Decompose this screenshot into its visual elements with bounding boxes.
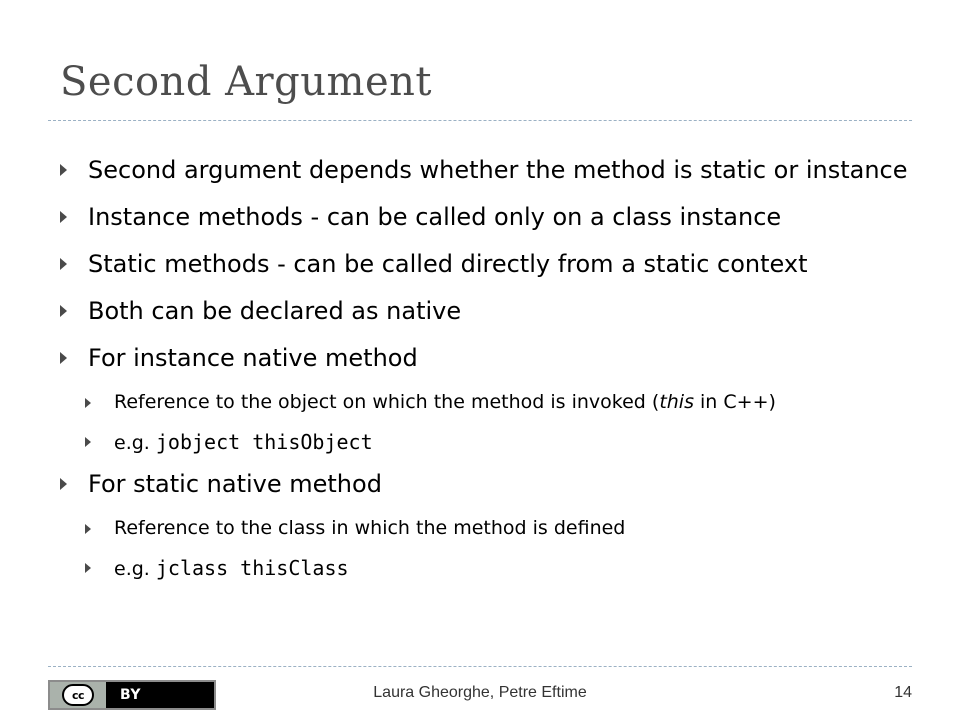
bullet-text: For instance native method bbox=[88, 344, 418, 372]
bullet-item bbox=[60, 249, 920, 279]
triangle-bullet-icon bbox=[60, 211, 67, 223]
text-segment: in C++) bbox=[693, 391, 776, 413]
bullet-text: Both can be declared as native bbox=[88, 297, 462, 325]
sub-bullet-item bbox=[85, 516, 920, 541]
bullet-item bbox=[60, 469, 920, 499]
cc-logo-text: cc bbox=[71, 688, 85, 702]
code-snippet: jclass thisClass bbox=[155, 556, 349, 581]
by-label: BY bbox=[120, 687, 142, 703]
triangle-bullet-icon bbox=[60, 164, 67, 176]
sub-bullet-item bbox=[85, 555, 920, 582]
bullet-item bbox=[60, 202, 920, 232]
code-snippet: jobject thisObject bbox=[155, 429, 373, 454]
triangle-bullet-icon bbox=[60, 305, 67, 317]
sub-bullet-item bbox=[85, 390, 920, 415]
page-number: 14 bbox=[894, 684, 912, 701]
sub-bullet-text bbox=[91, 555, 920, 582]
bullet-text: Instance methods - can be called only on a class instance bbox=[88, 203, 782, 231]
triangle-bullet-icon bbox=[60, 352, 67, 364]
footer-divider bbox=[48, 666, 912, 667]
bullet-text: For static native method bbox=[88, 470, 382, 499]
slide-title: Second Argument bbox=[60, 59, 432, 105]
bullet-item bbox=[60, 155, 920, 185]
triangle-bullet-icon bbox=[60, 258, 67, 270]
bullet-item bbox=[60, 296, 920, 326]
bullet-item bbox=[60, 343, 920, 373]
sub-bullet-text bbox=[91, 429, 920, 456]
bullet-list bbox=[60, 155, 920, 596]
sub-bullet-text bbox=[91, 390, 920, 415]
example-prefix: e.g. bbox=[114, 558, 156, 581]
sub-bullet-text: Reference to the class in which the method is defined bbox=[114, 517, 626, 540]
footer-authors: Laura Gheorghe, Petre Eftime bbox=[373, 684, 587, 701]
italic-keyword: this bbox=[659, 391, 694, 413]
bullet-text: Static methods - can be called directly from a static context bbox=[88, 250, 808, 278]
text-segment: Reference to the object on which the method is invoked ( bbox=[114, 391, 660, 413]
bullet-text: Second argument depends whether the method is static or instance bbox=[88, 156, 908, 184]
title-divider bbox=[48, 120, 912, 121]
example-prefix: e.g. bbox=[114, 431, 156, 454]
sub-bullet-item bbox=[85, 429, 920, 456]
triangle-bullet-icon bbox=[60, 478, 67, 490]
